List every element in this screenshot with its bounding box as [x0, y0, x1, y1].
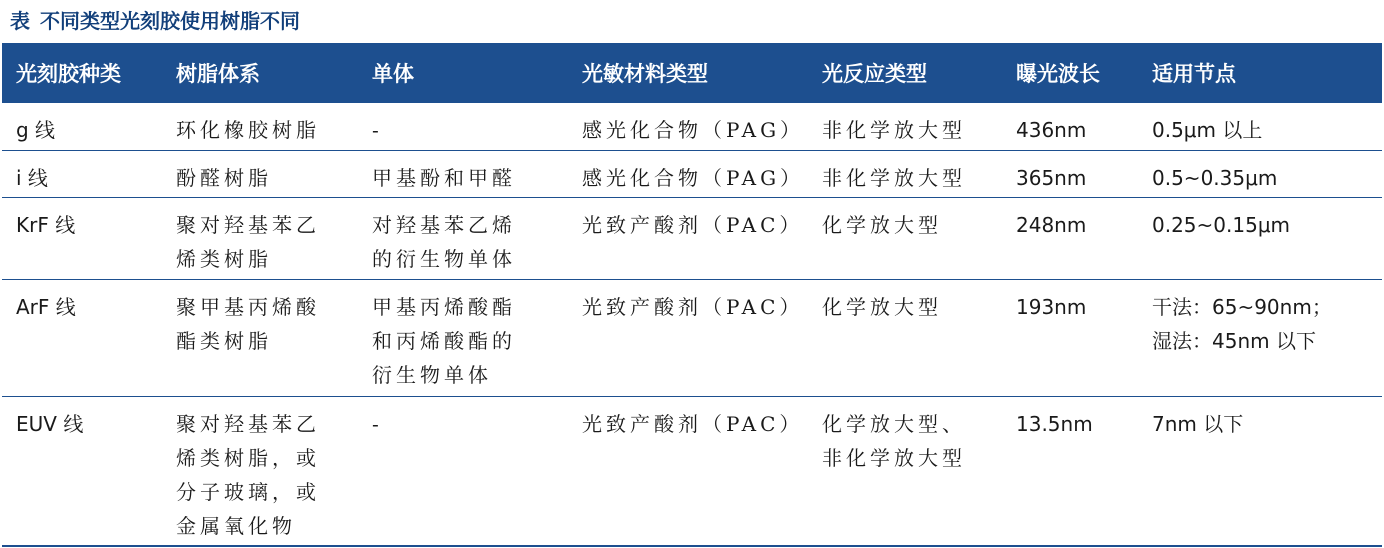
table-row: [2, 103, 1382, 150]
cell-applicable-node: 0.5~0.35μm: [1138, 150, 1382, 197]
header-applicable-node: 适用节点: [1152, 62, 1236, 86]
cell-resin-system: 聚对羟基苯乙 烯类树脂: [162, 197, 358, 279]
table-row: [2, 197, 1382, 279]
cell-exposure-wavelength: 436nm: [1002, 103, 1138, 150]
header-photoreaction-type: 光反应类型: [822, 62, 927, 86]
cell-photosensitive-material: 光致产酸剂（PAC）: [568, 279, 808, 396]
caption-title: 不同类型光刻胶使用树脂不同: [40, 9, 300, 33]
header-row: [2, 43, 1382, 103]
cell-monomer: 甲基酚和甲醛: [358, 150, 568, 197]
cell-photoresist-type: KrF 线: [2, 197, 162, 279]
cell-resin-system: 环化橡胶树脂: [162, 103, 358, 150]
cell-photoreaction-type: 化学放大型: [808, 279, 1002, 396]
table-caption: [10, 4, 300, 38]
cell-photoreaction-type: 化学放大型、 非化学放大型: [808, 396, 1002, 546]
caption-label: 表: [10, 9, 30, 33]
cell-monomer: -: [358, 396, 568, 546]
header-exposure-wavelength: 曝光波长: [1016, 62, 1100, 86]
cell-applicable-node: 0.5μm 以上: [1138, 103, 1382, 150]
cell-applicable-node: 干法：65~90nm； 湿法：45nm 以下: [1138, 279, 1382, 396]
cell-exposure-wavelength: 193nm: [1002, 279, 1138, 396]
cell-exposure-wavelength: 365nm: [1002, 150, 1138, 197]
cell-applicable-node: 0.25~0.15μm: [1138, 197, 1382, 279]
cell-photosensitive-material: 感光化合物（PAG）: [568, 150, 808, 197]
cell-monomer: -: [358, 103, 568, 150]
cell-photoresist-type: g 线: [2, 103, 162, 150]
cell-photoreaction-type: 非化学放大型: [808, 103, 1002, 150]
header-monomer: 单体: [372, 62, 414, 86]
photoresist-resin-table: [2, 43, 1382, 547]
header-photosensitive-material: 光敏材料类型: [582, 62, 708, 86]
cell-resin-system: 聚对羟基苯乙 烯类树脂，或 分子玻璃，或 金属氧化物: [162, 396, 358, 546]
cell-photosensitive-material: 感光化合物（PAG）: [568, 103, 808, 150]
table-row: [2, 150, 1382, 197]
header-resin-system: 树脂体系: [176, 62, 260, 86]
cell-photoresist-type: EUV 线: [2, 396, 162, 546]
table-row: [2, 396, 1382, 546]
cell-exposure-wavelength: 13.5nm: [1002, 396, 1138, 546]
table-row: [2, 279, 1382, 396]
cell-photosensitive-material: 光致产酸剂（PAC）: [568, 396, 808, 546]
cell-photoreaction-type: 非化学放大型: [808, 150, 1002, 197]
cell-monomer: 甲基丙烯酸酯 和丙烯酸酯的 衍生物单体: [358, 279, 568, 396]
cell-resin-system: 聚甲基丙烯酸 酯类树脂: [162, 279, 358, 396]
cell-photosensitive-material: 光致产酸剂（PAC）: [568, 197, 808, 279]
cell-photoresist-type: i 线: [2, 150, 162, 197]
header-photoresist-type: 光刻胶种类: [16, 62, 121, 86]
cell-monomer: 对羟基苯乙烯 的衍生物单体: [358, 197, 568, 279]
cell-photoresist-type: ArF 线: [2, 279, 162, 396]
cell-applicable-node: 7nm 以下: [1138, 396, 1382, 546]
cell-exposure-wavelength: 248nm: [1002, 197, 1138, 279]
cell-resin-system: 酚醛树脂: [162, 150, 358, 197]
cell-photoreaction-type: 化学放大型: [808, 197, 1002, 279]
